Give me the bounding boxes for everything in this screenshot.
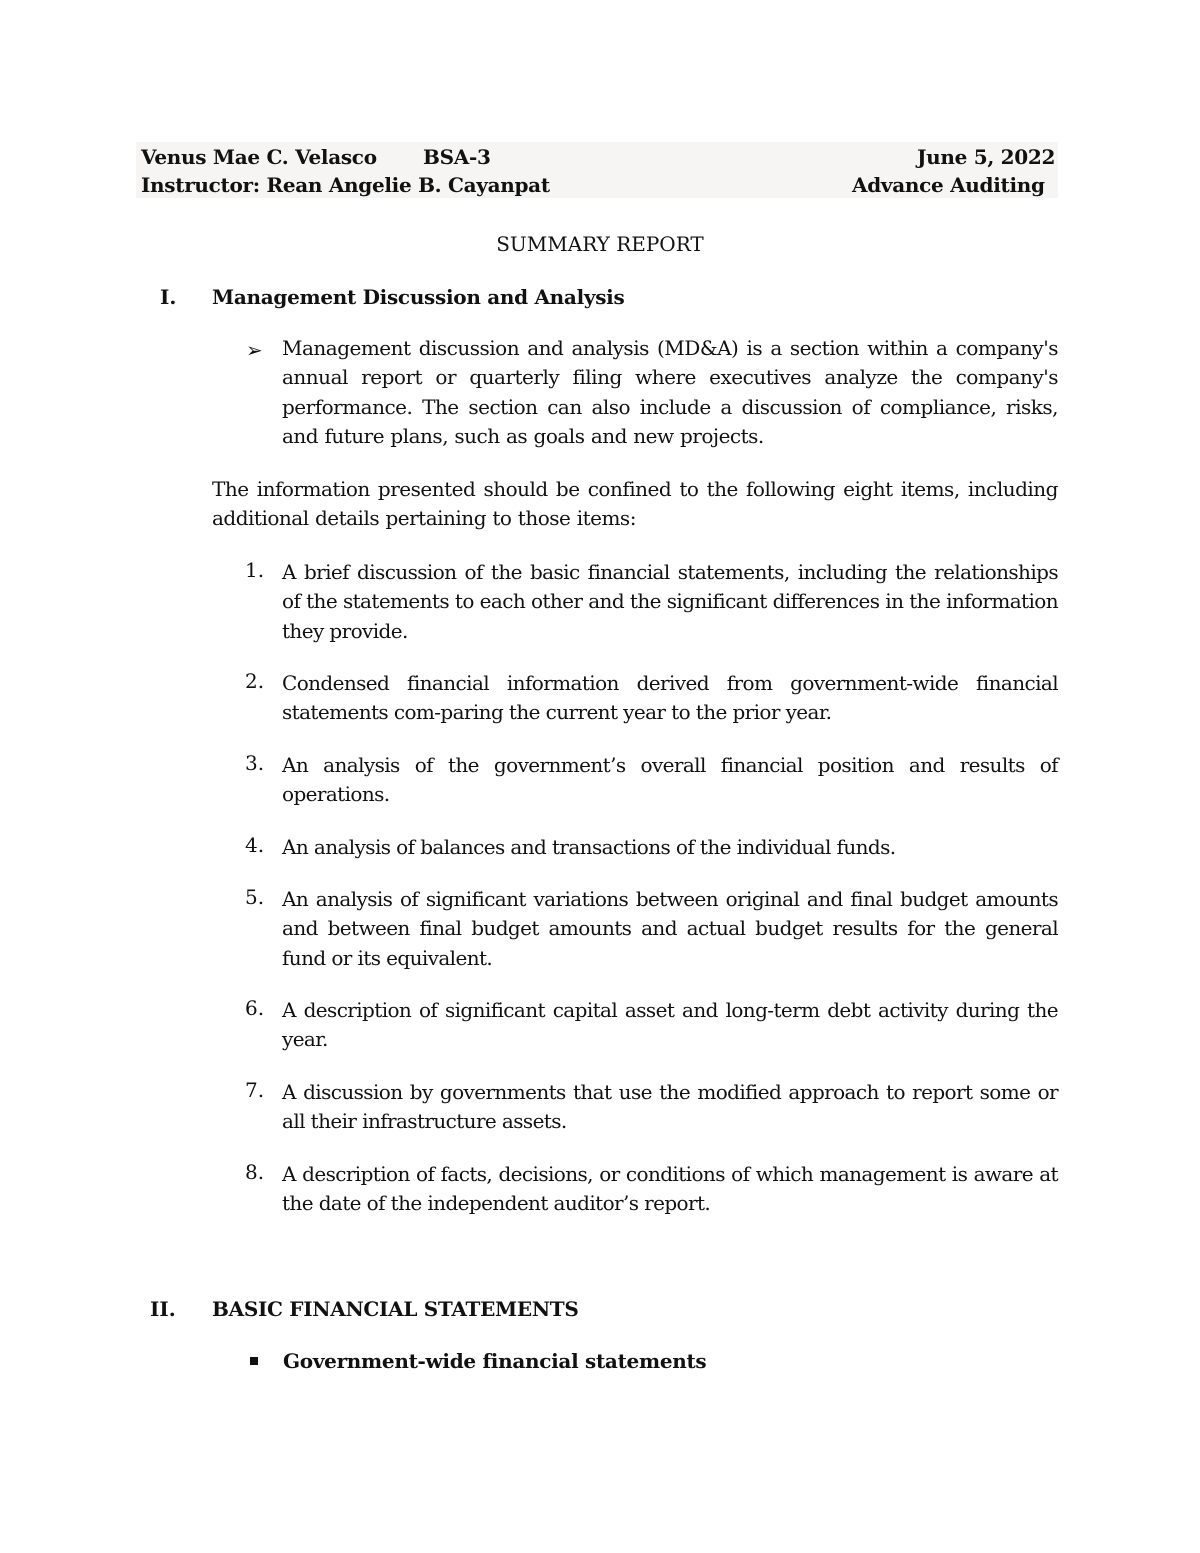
list-item-text: An analysis of significant variations between original and final budget amounts and between final budget amounts and actual budget results for the general fund or its equivalent. [282,887,1058,970]
instructor-name: Instructor: Rean Angelie B. Cayanpat [141,173,550,197]
student-name: Venus Mae C. Velasco [141,145,377,169]
section2-title: BASIC FINANCIAL STATEMENTS [212,1297,579,1321]
mdna-definition: Management discussion and analysis (MD&A) is a section within a company's annual report or quarterly filing where executives analyze the company's performance. The section can also include a discussion of compliance, risks, and future plans, such as goals and new projects. [282,336,1058,448]
list-item-number: 8. [245,1160,265,1184]
section1-numeral: I. [160,285,177,309]
section1-title: Management Discussion and Analysis [212,285,625,309]
list-item-number: 3. [245,751,265,775]
square-bullet-icon [250,1357,258,1365]
list-item-text: A description of facts, decisions, or conditions of which management is aware at the date of the independent auditor’s report. [282,1162,1058,1216]
list-item-number: 7. [245,1078,265,1102]
page-title: SUMMARY REPORT [496,232,704,256]
list-item-text: A description of significant capital asset and long-term debt activity during the year. [282,998,1058,1052]
arrow-bullet-icon: ➢ [246,338,263,362]
section1-intro: The information presented should be confined to the following eight items, including additional details pertaining to those items: [212,477,1058,531]
list-item-number: 1. [245,558,265,582]
list-item-number: 2. [245,669,265,693]
list-item-text: A brief discussion of the basic financial statements, including the relationships of the statements to each other and the significant differences in the information they provide. [282,560,1058,643]
section2-subheading: Government-wide financial statements [283,1349,707,1373]
list-item-text: Condensed financial information derived from government-wide financial statements com-paring the current year to the prior year. [282,671,1058,725]
list-item-number: 5. [245,885,265,909]
section2-numeral: II. [150,1297,176,1321]
list-item-text: An analysis of the government’s overall financial position and results of operations. [282,753,1058,807]
student-section: BSA-3 [423,145,491,169]
list-item-text: An analysis of balances and transactions of the individual funds. [282,835,896,859]
list-item-number: 4. [245,833,265,857]
course-name: Advance Auditing [852,173,1045,197]
report-date: June 5, 2022 [917,145,1056,169]
list-item-text: A discussion by governments that use the modified approach to report some or all their infrastructure assets. [282,1080,1058,1134]
list-item-number: 6. [245,996,265,1020]
